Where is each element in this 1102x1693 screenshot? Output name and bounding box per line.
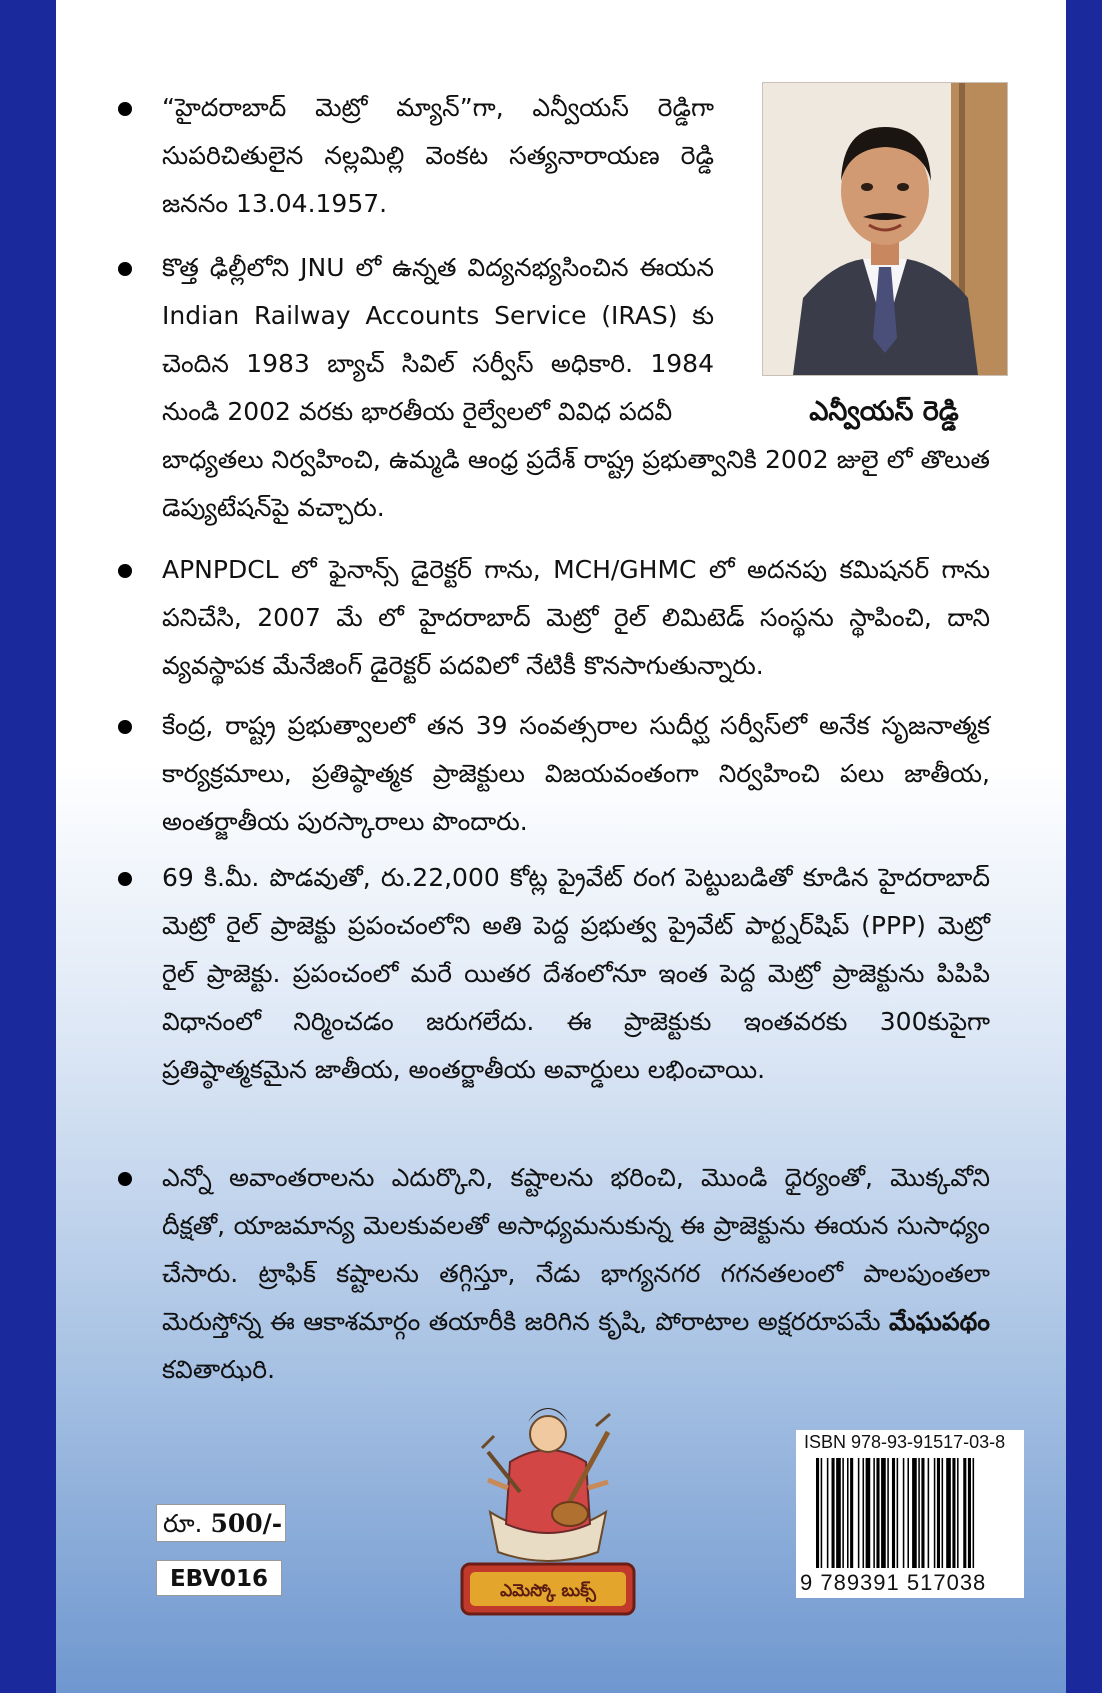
bullet-career: కొత్త ఢిల్లీలోని JNU లో ఉన్నత విద్యనభ్యసించిన ఈయన Indian Railway Accounts Service (IRAS) కు చెందిన 1983 బ్యాచ్ సివిల్ సర్వీస్ అధికారి. 1984 నుండి 2002 వరకు భారతీయ రైల్వేలలో వివిధ పదవీ xyxy=(162,253,714,426)
bullet-dot xyxy=(118,262,132,276)
isbn-label: ISBN 978-93-91517-03-8 xyxy=(804,1432,1006,1452)
publisher-name: ఎమెస్కో బుక్స్ xyxy=(500,1581,596,1601)
bullet-megha-patham xyxy=(162,1154,990,1394)
bullet-awards: కేంద్ర, రాష్ట్ర ప్రభుత్వాలలో తన 39 సంవత్సరాల సుదీర్ఘ సర్వీస్‌లో అనేక సృజనాత్మక కార్యక్రమాలు, ప్రతిష్ఠాత్మక ప్రాజెక్టులు విజయవంతంగా నిర్వహించి పలు జాతీయ, అంతర్జాతీయ పురస్కారాలు పొందారు. xyxy=(162,711,990,836)
author-name-caption: ఎన్వీయస్ రెడ్డి xyxy=(809,396,959,427)
bullet-dot xyxy=(118,564,132,578)
bullet-career-continuation: బాధ్యతలు నిర్వహించి, ఉమ్మడి ఆంధ్ర ప్రదేశ్ రాష్ట్ర ప్రభుత్వానికి 2002 జులై లో తొలుత డెప్యుటేషన్‌పై వచ్చారు. xyxy=(162,445,990,522)
bullet-dot xyxy=(118,102,132,116)
saraswati-illustration-icon xyxy=(482,1408,610,1561)
price-prefix: రూ. xyxy=(163,1509,203,1538)
bullet-suffix: కవితాఝరి. xyxy=(162,1355,276,1384)
bullet-text: ఎన్నో అవాంతరాలను ఎదుర్కొని, కష్టాలను భరించి, మొండి ధైర్యంతో, మొక్కవోని దీక్షతో, యాజమాన్య మెలకువలతో అసాధ్యమనుకున్న ఈ ప్రాజెక్టును ఈయన సుసాధ్యం చేసారు. ట్రాఫిక్ కష్టాలను తగ్గిస్తూ, నేడు భాగ్యనగర గగనతలంలో పాలపుంతలా మెరుస్తోన్న ఈ ఆకాశమార్గం తయారీకి జరిగిన కృషి, పోరాటాల అక్షరరూపమే xyxy=(162,1163,990,1336)
book-title: మేఘపథం xyxy=(888,1307,990,1336)
publisher-logo xyxy=(448,1392,648,1620)
barcode-icon xyxy=(816,1458,1014,1568)
bullet-dot xyxy=(118,1172,132,1186)
ean-digits: 9 789391 517038 xyxy=(800,1570,987,1595)
bullet-ppp-project: 69 కి.మీ. పొడవుతో, రు.22,000 కోట్ల ప్రైవేట్ రంగ పెట్టుబడితో కూడిన హైదరాబాద్ మెట్రో రైల్ ప్రాజెక్టు ప్రపంచంలోని అతి పెద్ద ప్రభుత్వ ప్రైవేట్ పార్ట్నర్‌షిప్ (PPP) మెట్రో రైల్ ప్రాజెక్టు. ప్రపంచంలో మరే యితర దేశంలోనూ ఇంత పెద్ద మెట్రో ప్రాజెక్టును పిపిపి విధానంలో నిర్మించడం జరుగలేదు. ఈ ప్రాజెక్టుకు ఇంతవరకు 300కుపైగా ప్రతిష్ఠాత్మకమైన జాతీయ, అంతర్జాతీయ అవార్డులు లభించాయి. xyxy=(162,863,990,1084)
isbn-barcode xyxy=(796,1430,1024,1598)
book-code: EBV016 xyxy=(156,1560,282,1596)
price-amount: 500/- xyxy=(210,1509,283,1538)
bullet-birth: “హైదరాబాద్ మెట్రో మ్యాన్”గా, ఎన్వీయస్ రెడ్డిగా సుపరిచితులైన నల్లమిల్లి వెంకట సత్యనారాయణ రెడ్డి జననం 13.04.1957. xyxy=(162,93,714,218)
bullet-dot xyxy=(118,872,132,886)
bullet-dot xyxy=(118,720,132,734)
author-photo xyxy=(762,82,1008,376)
bullet-metro-md: APNPDCL లో ఫైనాన్స్ డైరెక్టర్ గాను, MCH/GHMC లో అదనపు కమిషనర్ గాను పనిచేసి, 2007 మే లో హైదరాబాద్ మెట్రో రైల్ లిమిటెడ్ సంస్థను స్థాపించి, దాని వ్యవస్థాపక మేనేజింగ్ డైరెక్టర్ పదవిలో నేటికీ కొనసాగుతున్నారు. xyxy=(162,555,990,680)
price-label xyxy=(156,1504,286,1542)
